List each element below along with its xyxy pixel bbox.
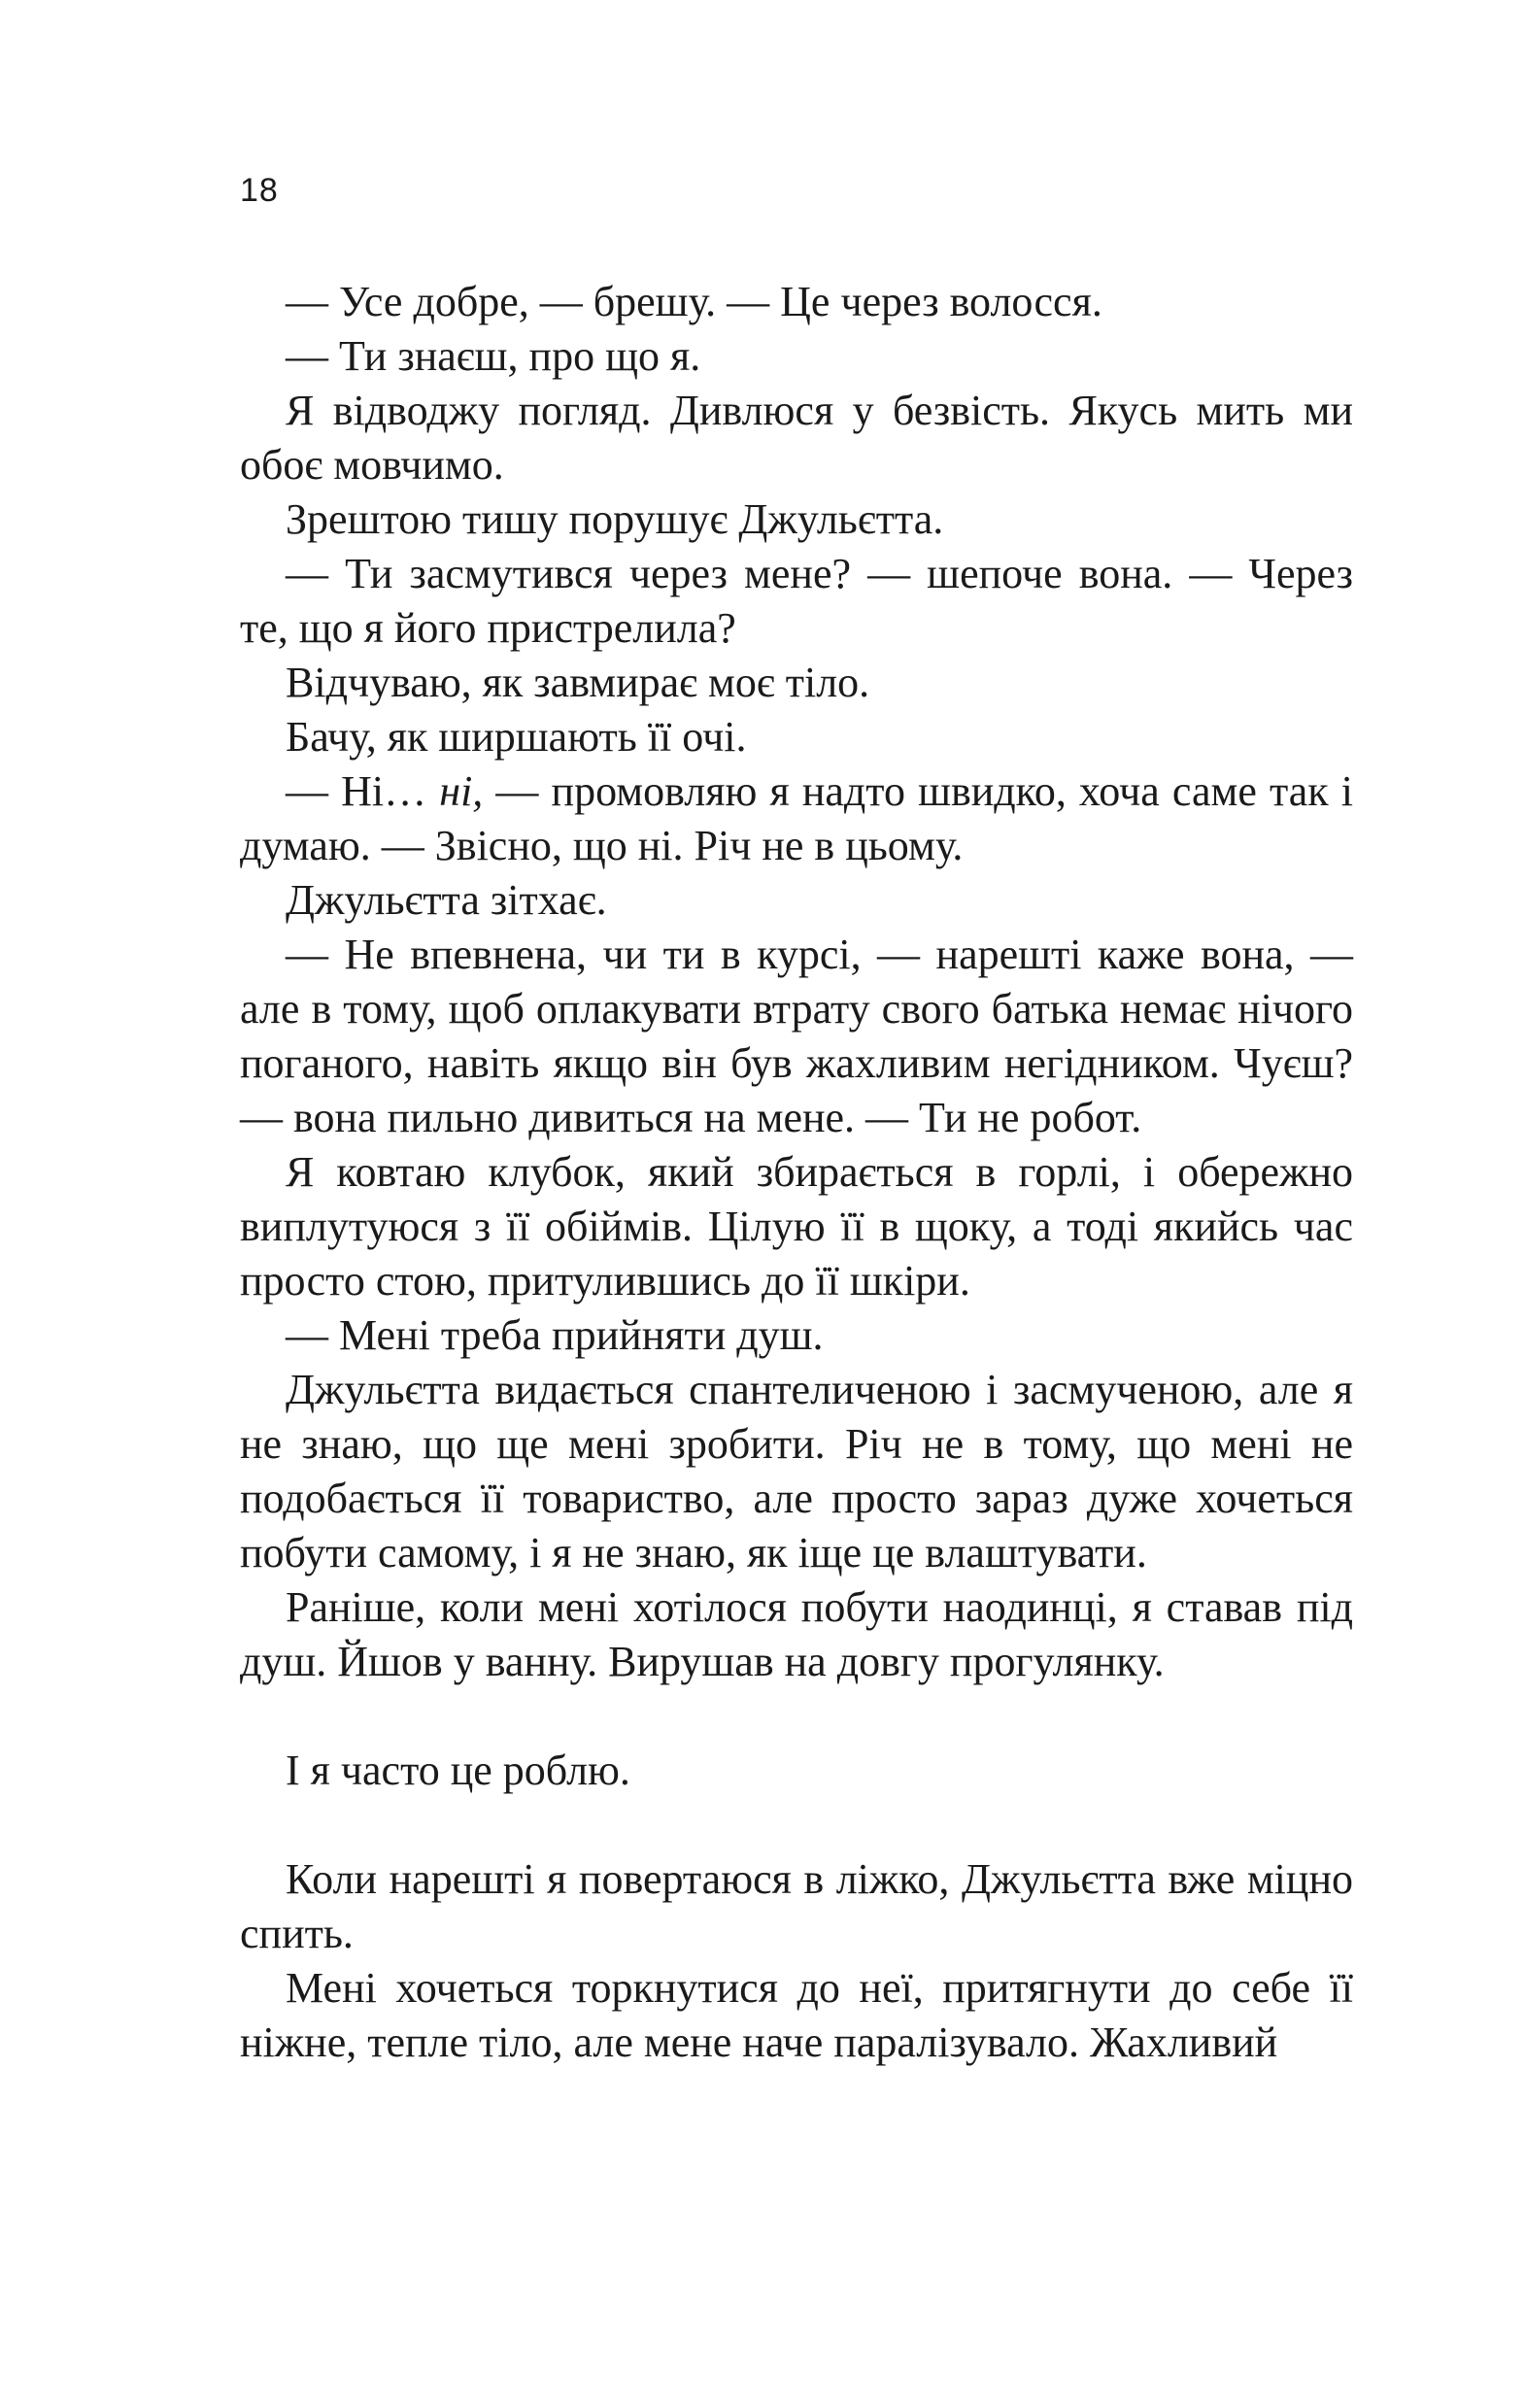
paragraph-3: Я відводжу погляд. Дивлюся у безвість. Якусь мить ми обоє мовчимо.: [240, 387, 1353, 489]
paragraph-14: Раніше, коли мені хотілося побути наодинці, я ставав під душ. Йшов у ванну. Вирушав на довгу прогулянку.: [240, 1583, 1353, 1685]
paragraph-11: Я ковтаю клубок, який збирається в горлі, і обережно виплутуюся з її обіймів. Цілую її в щоку, а тоді якийсь час просто стою, притулившись до її шкіри.: [240, 1148, 1353, 1305]
paragraph-8-emphasis: ні,: [439, 767, 484, 815]
section-gap-1: [240, 1689, 1353, 1744]
paragraph-7: Бачу, як ширшають її очі.: [286, 713, 747, 761]
paragraph-8-start: — Ні…: [286, 767, 440, 815]
paragraph-8: [240, 764, 1353, 873]
paragraph-17: Мені хочеться торкнутися до неї, притягнути до себе її ніжне, тепле тіло, але мене наче паралізувало. Жахливий: [240, 1964, 1353, 2066]
paragraph-13: Джульєтта видається спантеличеною і засмученою, але я не знаю, що ще мені зробити. Річ не в тому, що мені не подобається її товариство, але просто зараз дуже хочеться побути самому, і я не знаю, як іще це влаштувати.: [240, 1366, 1353, 1577]
paragraph-6: Відчуваю, як завмирає моє тіло.: [286, 659, 870, 706]
body-text: [240, 275, 1353, 2070]
paragraph-16: Коли нарешті я повертаюся в ліжко, Джульєтта вже міцно спить.: [240, 1855, 1353, 1957]
paragraph-12: — Мені треба прийняти душ.: [286, 1311, 824, 1359]
paragraph-8-end: — промовляю я надто швидко, хоча саме так і думаю. — Звісно, що ні. Річ не в цьому.: [240, 767, 1354, 869]
paragraph-2: — Ти знаєш, про що я.: [286, 332, 701, 380]
paragraph-15: І я часто це роблю.: [286, 1747, 630, 1794]
paragraph-5: — Ти засмутився через мене? — шепоче вона. — Через те, що я його пристрелила?: [240, 550, 1353, 652]
paragraph-10: — Не впевнена, чи ти в курсі, — нарешті каже вона, — але в тому, щоб оплакувати втрату свого батька немає нічого поганого, навіть якщо він був жахливим негідником. Чуєш? — вона пильно дивиться на мене. — Ти не робот.: [240, 931, 1353, 1141]
page-number: 18: [240, 172, 279, 209]
paragraph-4: Зрештою тишу порушує Джульєтта.: [286, 495, 944, 543]
paragraph-9: Джульєтта зітхає.: [286, 876, 607, 924]
section-gap-2: [240, 1798, 1353, 1852]
paragraph-1: — Усе добре, — брешу. — Це через волосся.: [286, 278, 1102, 325]
